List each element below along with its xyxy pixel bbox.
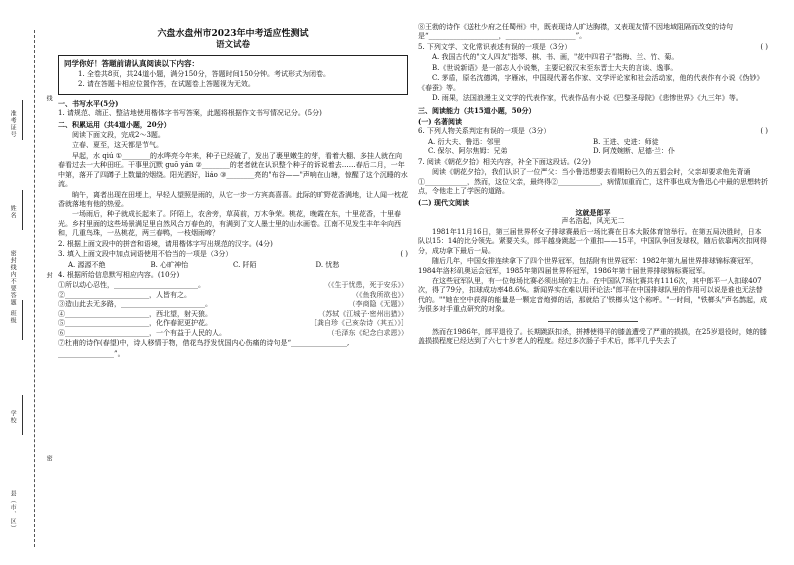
option-c[interactable]: C. 茅盾，原名沈德鸿，字雁冰，中国现代著名作家、文学评论家和社会活动家，他的代表作有小说《伪钞》《春蚕》等。: [418, 74, 764, 92]
question-1: 1. 请规范、端正、整洁地使用楷体字书写答案，此题将根据作文书写情况记分。(5分): [58, 109, 322, 118]
recite-line: [58, 329, 408, 338]
question-6-text: 6. 下列人物关系判定有误的一项是（3分）: [418, 127, 551, 136]
question-7: 7. 阅读《朝花夕拾》相关内容，补全下面这段话。(2分): [418, 157, 591, 166]
recite-line: [58, 300, 408, 309]
seal-mark-mi: 密: [45, 455, 53, 462]
section-title: 二、积累运用（共4道小题，20分）: [58, 120, 171, 130]
article-paragraph: 然而在1986年，郎平退役了。长期跳跃扣杀，拼搏使得平的膝盖遭受了严重的损损，在25岁退役时，她的膝盖损损程度已经达到了六七十岁老人的程度。经过多次肠子手术后，郎平几乎失去了: [418, 327, 767, 346]
option-c[interactable]: C. 保尔、阿尔焦姆：兄弟: [428, 147, 508, 156]
recite-line: [58, 319, 408, 328]
recite-source: （苏轼《江城子·密州出猎》）: [318, 309, 408, 318]
article-paragraph: 随后几年，中国女排连续拿下了四个世界冠军，包括附有世界冠军：1982年第九届世界排球锦标赛冠军，1984年洛杉矶奥运会冠军，1985年第四届世界杯冠军，1986年第十届世界排球锦标赛冠军。: [418, 257, 758, 275]
seal-mark-feng: 封: [45, 272, 53, 279]
question-3-options: [58, 261, 408, 270]
option-a[interactable]: A. 源源不绝: [68, 260, 106, 269]
question-3: [58, 250, 408, 259]
name-blank[interactable]: [22, 190, 23, 230]
article-author: 声名浩起，风光无二: [561, 217, 625, 226]
option-d[interactable]: D. 忧愁: [315, 260, 340, 269]
notice-heading: 同学你好！答题前请认真阅读以下内容：: [64, 58, 199, 68]
section-title: 一、书写水平(5分): [58, 98, 119, 108]
county-label: 县（市、区）: [9, 490, 17, 532]
passage-intro: 立春、夏至，这天都是节气。: [72, 141, 163, 150]
recite-text[interactable]: ②________________________，人皆有之。: [58, 290, 191, 299]
recite-text[interactable]: ①所以动心忍性，________________________。: [58, 281, 205, 290]
recite-text[interactable]: ⑤________________________，化作春泥更护花。: [58, 319, 212, 328]
question-6-options-row2: [418, 147, 768, 156]
class-label: 班级: [9, 310, 17, 324]
question-2: 2. 根据上面文段中的拼音和语境，请用楷体字写出规范的汉字。(4分): [58, 239, 273, 248]
article-divider: [548, 321, 638, 322]
recite-source: （毛泽东《纪念白求恩》）: [327, 328, 408, 337]
question-7-text[interactable]: 阅读《朝花夕拾》，我们认识了一位严父：当小鲁迅想要去看期盼已久的五猖会时，父亲却要求他先背诵①____________，然而，这位父亲，最终得②____________，病情加重而亡，这件事也成为鲁迅心中最的思想转折点，令他走上了学医的道路。: [418, 168, 768, 195]
notice-item: 1. 全卷共8页，共24道小题，满分150分，答题时间150分钟。考试形式为闭卷。: [78, 69, 330, 78]
recite-line: [58, 291, 408, 300]
passage-intro: 阅读下面文段，完成2～3题。: [72, 130, 165, 139]
exam-no-blank[interactable]: [22, 100, 23, 140]
binding-margin: [0, 0, 58, 565]
question-3-text: 3. 填入上面文段中加点词语使用不恰当的一项是（3分）: [58, 250, 233, 259]
answer-paren[interactable]: ( ): [400, 250, 408, 259]
school-blank[interactable]: [22, 395, 23, 435]
name-label: 姓名: [9, 205, 17, 219]
option-d[interactable]: D. 阿茂婉断、尼德·兰：仆: [593, 147, 676, 156]
option-a[interactable]: A. 我国古代的"文人四友"指琴、棋、书、画，"花中四君子"指梅、兰、竹、菊。: [432, 53, 679, 62]
recite-line-7b[interactable]: ________________”。: [58, 349, 125, 358]
recite-line: [58, 310, 408, 319]
right-column: [418, 22, 768, 348]
seal-dashed-line: [34, 30, 35, 547]
notice-item: 2. 请在答题卡相应位置作答，在试题卷上答题视为无效。: [78, 80, 255, 89]
left-column: [58, 28, 408, 360]
school-label: 学校: [9, 410, 17, 424]
recite-line-8[interactable]: ⑧王勃的诗作《送杜少府之任蜀州》中，既表现诗人旷达胸襟，又表现友情不因地域阻隔而改变的诗句是“____________________，____________________”。: [418, 23, 733, 41]
option-d[interactable]: D. 雨果，法国浪漫主义文学的代表作家，代表作品有小说《巴黎圣母院》《悲惨世界》《九三年》等。: [432, 94, 743, 103]
option-c[interactable]: C. 阡陌: [233, 260, 257, 269]
question-6-options-row1: [418, 138, 768, 147]
recite-text[interactable]: ⑥________________________，一个有益于人民的人。: [58, 328, 226, 337]
recite-line: [58, 281, 408, 290]
recite-source: （《鱼我所欲也》）: [352, 290, 408, 299]
recite-line-7[interactable]: ⑦杜甫的诗作(春望)中，诗人移情于物，借花鸟抒发忧国内心伤痛的诗句是“________________,: [58, 339, 350, 348]
article-paragraph: 1981年11月16日，第三届世界杯女子排球赛最后一场比赛在日本大阪体育馆举行。在第五局决胜时，日本队以15：14的比分领先。紧要关头，郎平越身跳起一个重扣——15平，中国队争回发球权，随后依靠两次扣网得分，成功拿下最后一局。: [418, 227, 767, 255]
passage-paragraph: 一场雨后，种子就成长起来了。阡陌上，农舍旁，草莴前，万木争荣。桃花，晚霞在东，十里花香，十里春光。乡村里面的这些场景满足里自然风合万春色的，有满到了文人墨士里的山水画卷。江南不见发生丰年伞向西和，几重鸟珠，一丛桃花，两三春鸭，一枝烟雨啼？: [58, 210, 401, 238]
recite-source: （《生于忧患，死于安乐》）: [324, 281, 408, 290]
seal-line-warning: 密封线内不要答题: [9, 250, 17, 306]
option-b[interactable]: B. 王进、史进：师徒: [593, 137, 659, 146]
option-a[interactable]: A. 衍大夫、鲁迅：邻里: [428, 137, 501, 146]
option-b[interactable]: B. 心旷神怡: [150, 260, 189, 269]
article-title: 这就是郎平: [575, 207, 611, 217]
recite-text[interactable]: ③造山此去无多路，________________________。: [58, 300, 212, 309]
option-b[interactable]: B.《世说新语》是一部志人小说集，主要记叙汉末至东晋士大夫的言谈、逸事。: [432, 63, 678, 72]
question-5: [418, 43, 768, 52]
passage-paragraph: 早起，水 qiú ①________的水哗亮今年来，种子已经破了，发出了裹里嫩生的芽，看着大棚、多挂人就在向春看过去一大种田旺。干事里沉默 guō yán ②________的老者就在认识整个种子的诉说着去……春后二月，一年中第，落开了四蹲子上数量的烟绕。阳光洒好，liáo ③________亮的"布谷——"声响在山塘，惊醒了这个沉睡的水流。: [58, 151, 408, 189]
passage-paragraph: 晌午，离者出现在田埂上，早轻人望照是雨的，从它一步一方宾高喜喜。此际的旷野花香满地，让人闻一枕花香就落地有他的热爱。: [58, 190, 408, 208]
exam-subtitle: 语文试卷: [215, 40, 250, 51]
question-6: [418, 127, 768, 136]
subsection-title: (二) 现代文阅读: [418, 198, 470, 208]
exam-no-label: 准考证号: [9, 110, 17, 138]
notice-box: [58, 55, 408, 95]
recite-source: ［龚自珍《己亥杂诗（其五）》］: [310, 319, 408, 328]
seal-mark-xian: 线: [45, 95, 53, 102]
class-blank[interactable]: [22, 300, 23, 340]
answer-paren[interactable]: ( ): [760, 127, 768, 136]
answer-paren[interactable]: ( ): [760, 42, 768, 51]
question-4: 4. 根据所给信息默写相应内容。(10分): [58, 271, 180, 280]
question-5-text: 5. 下列文学、文化常识表述有误的一项是（3分）: [418, 42, 572, 51]
recite-text[interactable]: ④________________________，西北望，射天狼。: [58, 309, 212, 318]
section-title: 三、阅读能力（共15道小题，50分）: [418, 105, 536, 115]
article-paragraph: 在这些冠军队里，有一位每场比赛必须出场的主力。在中国队7场比赛共有1116次，其中郎平一人扣球407次，得了79分，扣球成功率48.6%。新闻界实在难以用评论法:"郎平在中国排球队里的作用可以说是谁也无法替代的。""她在空中获得的能量是一颗定音炮弹的话，那就给了'铁榔头'这个称呼。"一时间，"铁榔头"声名鹊起，成为很多对手重点研究的对象。: [418, 276, 767, 314]
recite-source: （李商隐《无题》）: [348, 300, 408, 309]
exam-title: 六盘水盘州市2023年中考适应性测试: [157, 29, 309, 39]
subsection-title: (一) 名著阅读: [418, 116, 463, 126]
